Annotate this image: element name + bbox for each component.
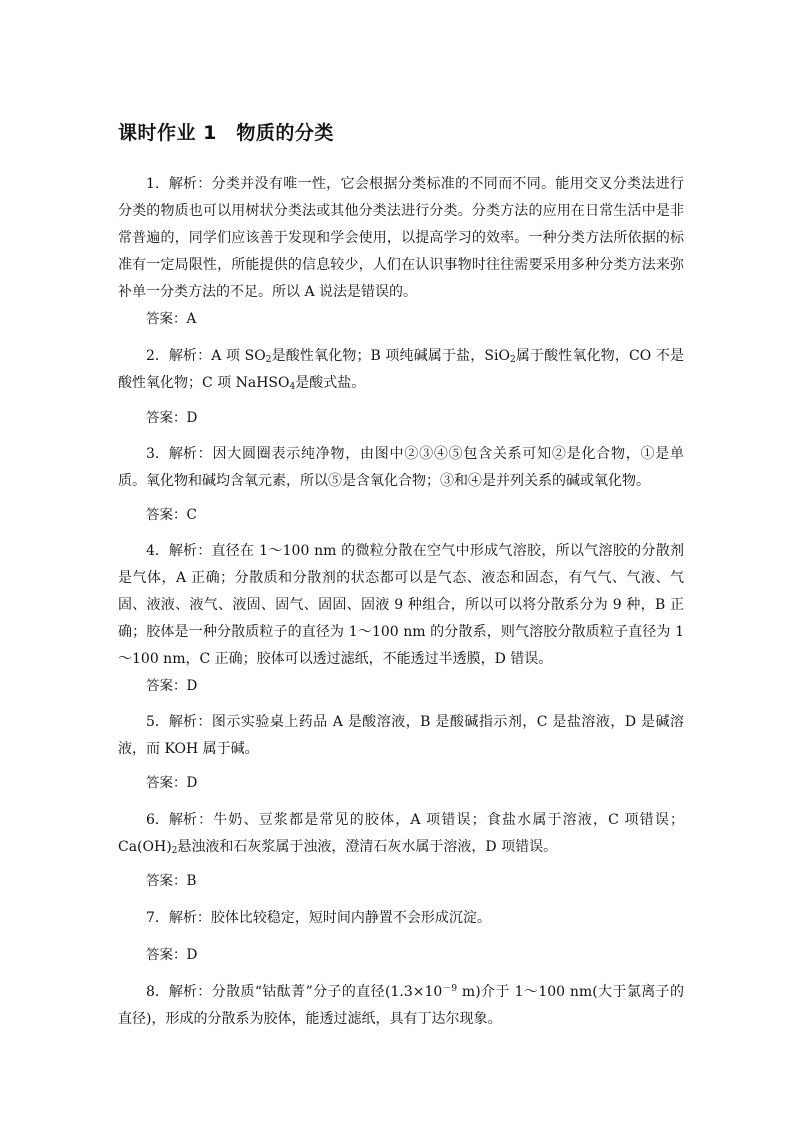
item-number: 3．解析 [146, 446, 197, 462]
item-number: 2．解析 [146, 348, 197, 364]
answer-2: 答案：D [146, 410, 198, 426]
explanation-text: ：胶体比较稳定，短时间内静置不会形成沉淀。 [196, 910, 491, 926]
answer-1: 答案：A [146, 311, 197, 327]
page-title: 课时作业 1 物质的分类 [118, 122, 334, 144]
answer-6: 答案：B [146, 873, 197, 889]
explanation-4 [118, 538, 684, 673]
item-number: 8．解析 [146, 984, 197, 1000]
explanation-8: 8．解析：分散质“钴酞菁”分子的直径($1.3\times 10^{-9}$ m)介于 1～100 nm(大于氯离子的直径)，形成的分散系为胶体，能透过滤纸，具有丁达尔现象。 [118, 979, 684, 1033]
answer-7: 答案：D [146, 947, 198, 963]
explanation-7 [118, 905, 684, 932]
item-number: 1．解析 [146, 176, 197, 192]
explanation-6: 6．解析：牛奶、豆浆都是常见的胶体，A 项错误；食盐水属于溶液，C 项错误；$Ca(OH)_2$悬浊液和石灰浆属于浊液，澄清石灰水属于溶液，D 项错误。 [118, 807, 684, 861]
explanation-2: 2．解析：A 项 $SO_2$是酸性氧化物；B 项纯碱属于盐，SiO$_2$属于酸性氧化物，CO 不是酸性氧化物；C 项 NaHSO$_4$是酸式盐。 [118, 343, 684, 397]
item-number: 6．解析 [146, 812, 197, 828]
explanation-text: ：图示实验桌上药品 A 是酸溶液，B 是酸碱指示剂，C 是盐溶液，D 是碱溶液，而 KOH 属于碱。 [118, 714, 684, 757]
answer-4: 答案：D [146, 678, 198, 694]
explanation-3 [118, 441, 684, 495]
item-number: 5．解析 [146, 714, 197, 730]
answer-5: 答案：D [146, 775, 198, 791]
explanation-text: ：因大圆圈表示纯净物，由图中②③④⑤包含关系可知②是化合物，①是单质。氧化物和碱均含氧元素，所以⑤是含氧化合物；③和④是并列关系的碱或氧化物。 [118, 446, 684, 489]
explanation-text: ：直径在 1～100 nm 的微粒分散在空气中形成气溶胶，所以气溶胶的分散剂是气体，A 正确；分散质和分散剂的状态都可以是气态、液态和固态，有气气、气液、气固、液液、液气、液固、固气、固固、固液 9 种组合，所以可以将分散系分为 9 种，B 正确；胶体是一种分散质粒子的直径为 1～100 nm 的分散系，则气溶胶分散质粒子直径为 1～100 nm，C 正确；胶体可以透过滤纸，不能透过半透膜，D 错误。 [118, 543, 684, 667]
explanation-text: ：分类并没有唯一性，它会根据分类标准的不同而不同。能用交叉分类法进行分类的物质也可以用树状分类法或其他分类法进行分类。分类方法的应用在日常生活中是非常普遍的，同学们应该善于发现和学会使用，以提高学习的效率。一种分类方法所依据的标准有一定局限性，所能提供的信息较少，人们在认识事物时往往需要采用多种分类方法来弥补单一分类方法的不足。所以 A 说法是错误的。 [118, 176, 684, 300]
explanation-5 [118, 709, 684, 763]
answer-3: 答案：C [146, 507, 197, 523]
item-number: 7．解析 [146, 910, 197, 926]
item-number: 4．解析 [146, 543, 197, 559]
explanation-1 [118, 171, 684, 306]
